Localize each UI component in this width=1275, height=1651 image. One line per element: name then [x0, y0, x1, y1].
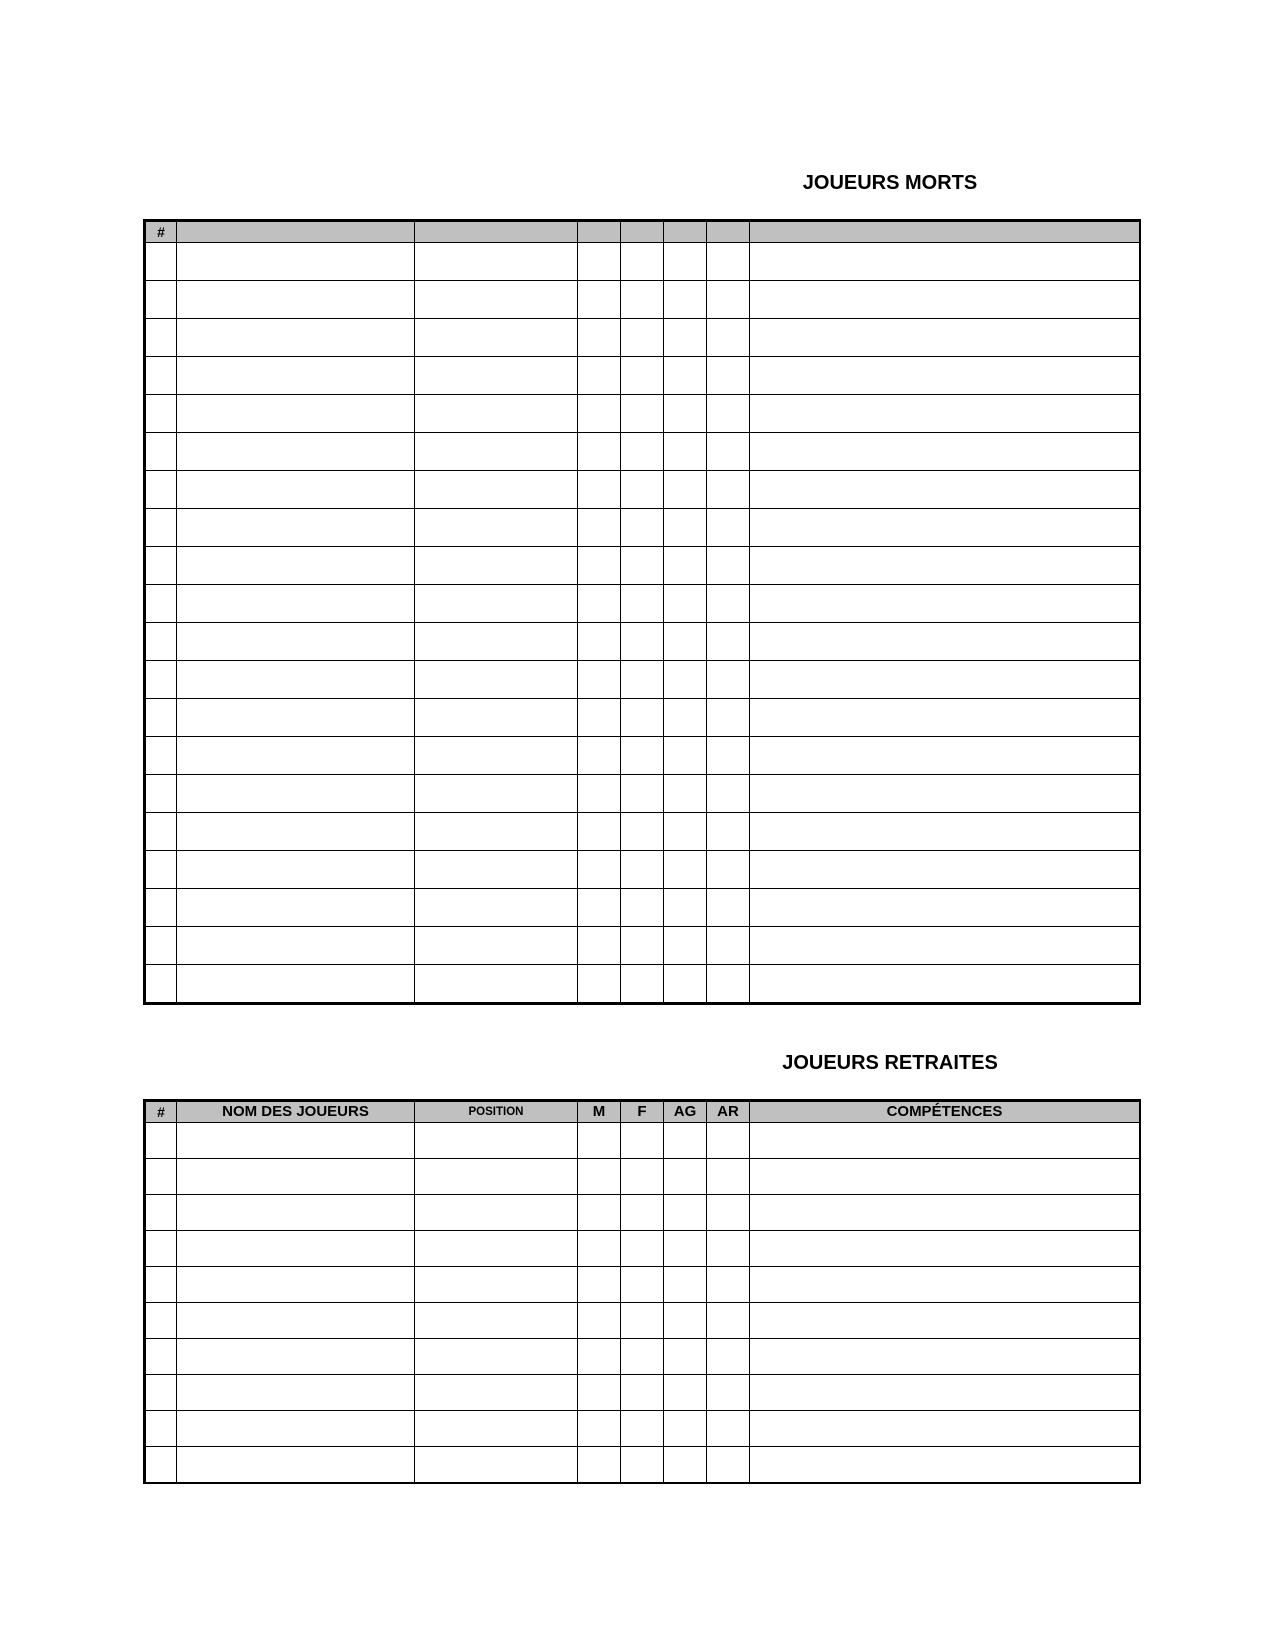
cell-skills[interactable] [750, 585, 1141, 623]
cell-m[interactable] [578, 547, 621, 585]
cell-skills[interactable] [750, 281, 1141, 319]
table-row [145, 1339, 1141, 1375]
cell-position[interactable] [415, 1447, 578, 1484]
header-position: POSITION [415, 1101, 578, 1123]
cell-skills[interactable] [750, 813, 1141, 851]
cell-m[interactable] [578, 737, 621, 775]
header-number: # [145, 221, 177, 243]
table-row [145, 737, 1141, 775]
table-row [145, 243, 1141, 281]
cell-number[interactable] [145, 851, 177, 889]
table-row [145, 357, 1141, 395]
cell-f[interactable] [621, 927, 664, 965]
cell-player-name[interactable] [177, 737, 415, 775]
cell-position[interactable] [415, 1267, 578, 1303]
cell-skills[interactable] [750, 1231, 1141, 1267]
cell-skills[interactable] [750, 433, 1141, 471]
cell-position[interactable] [415, 1195, 578, 1231]
cell-m[interactable] [578, 889, 621, 927]
cell-m[interactable] [578, 1303, 621, 1339]
cell-player-name[interactable] [177, 1195, 415, 1231]
header-number: # [145, 1101, 177, 1123]
table-row [145, 1195, 1141, 1231]
cell-m[interactable] [578, 357, 621, 395]
cell-number[interactable] [145, 471, 177, 509]
cell-ar[interactable] [707, 889, 750, 927]
cell-skills[interactable] [750, 1339, 1141, 1375]
table-row [145, 281, 1141, 319]
header-ar [707, 221, 750, 243]
cell-f[interactable] [621, 319, 664, 357]
cell-m[interactable] [578, 585, 621, 623]
cell-ar[interactable] [707, 357, 750, 395]
cell-f[interactable] [621, 1447, 664, 1484]
cell-number[interactable] [145, 623, 177, 661]
cell-f[interactable] [621, 623, 664, 661]
cell-f[interactable] [621, 471, 664, 509]
cell-ag[interactable] [664, 395, 707, 433]
cell-position[interactable] [415, 1339, 578, 1375]
table-row [145, 661, 1141, 699]
header-position [415, 221, 578, 243]
cell-m[interactable] [578, 623, 621, 661]
cell-m[interactable] [578, 1339, 621, 1375]
cell-position[interactable] [415, 661, 578, 699]
cell-position[interactable] [415, 1123, 578, 1159]
cell-skills[interactable] [750, 395, 1141, 433]
retired-players-title: JOUEURS RETRAITES [782, 1052, 998, 1074]
cell-f[interactable] [621, 243, 664, 281]
cell-m[interactable] [578, 1411, 621, 1447]
header-skills: COMPÉTENCES [750, 1101, 1141, 1123]
cell-ar[interactable] [707, 661, 750, 699]
cell-ag[interactable] [664, 1231, 707, 1267]
cell-skills[interactable] [750, 927, 1141, 965]
cell-position[interactable] [415, 927, 578, 965]
cell-m[interactable] [578, 1447, 621, 1484]
cell-m[interactable] [578, 775, 621, 813]
cell-skills[interactable] [750, 1123, 1141, 1159]
header-m [578, 221, 621, 243]
table-row [145, 1447, 1141, 1484]
cell-player-name[interactable] [177, 1375, 415, 1411]
cell-m[interactable] [578, 433, 621, 471]
header-row [145, 1101, 1141, 1123]
table-row [145, 889, 1141, 927]
cell-number[interactable] [145, 509, 177, 547]
cell-ar[interactable] [707, 1339, 750, 1375]
cell-ar[interactable] [707, 623, 750, 661]
header-f: F [621, 1101, 664, 1123]
cell-ar[interactable] [707, 1303, 750, 1339]
cell-f[interactable] [621, 775, 664, 813]
cell-number[interactable] [145, 1303, 177, 1339]
cell-f[interactable] [621, 281, 664, 319]
cell-ag[interactable] [664, 813, 707, 851]
cell-ar[interactable] [707, 965, 750, 1004]
table-row [145, 1123, 1141, 1159]
cell-f[interactable] [621, 699, 664, 737]
cell-player-name[interactable] [177, 243, 415, 281]
cell-skills[interactable] [750, 243, 1141, 281]
cell-ar[interactable] [707, 547, 750, 585]
header-ar: AR [707, 1101, 750, 1123]
table-row [145, 1267, 1141, 1303]
cell-skills[interactable] [750, 699, 1141, 737]
cell-skills[interactable] [750, 509, 1141, 547]
cell-position[interactable] [415, 737, 578, 775]
cell-ar[interactable] [707, 1447, 750, 1484]
cell-m[interactable] [578, 1159, 621, 1195]
cell-position[interactable] [415, 1303, 578, 1339]
cell-f[interactable] [621, 1339, 664, 1375]
dead-players-title: JOUEURS MORTS [802, 172, 978, 194]
cell-m[interactable] [578, 965, 621, 1004]
cell-skills[interactable] [750, 965, 1141, 1004]
cell-player-name[interactable] [177, 775, 415, 813]
cell-ag[interactable] [664, 471, 707, 509]
cell-ag[interactable] [664, 1195, 707, 1231]
cell-skills[interactable] [750, 1195, 1141, 1231]
cell-number[interactable] [145, 1339, 177, 1375]
cell-m[interactable] [578, 851, 621, 889]
cell-position[interactable] [415, 471, 578, 509]
cell-ar[interactable] [707, 1375, 750, 1411]
header-skills [750, 221, 1141, 243]
cell-player-name[interactable] [177, 1447, 415, 1484]
cell-position[interactable] [415, 1159, 578, 1195]
header-player-name: NOM DES JOUEURS [177, 1101, 415, 1123]
cell-skills[interactable] [750, 1375, 1141, 1411]
cell-ag[interactable] [664, 965, 707, 1004]
cell-ar[interactable] [707, 319, 750, 357]
cell-skills[interactable] [750, 623, 1141, 661]
cell-f[interactable] [621, 813, 664, 851]
cell-m[interactable] [578, 319, 621, 357]
cell-ar[interactable] [707, 1267, 750, 1303]
cell-player-name[interactable] [177, 1411, 415, 1447]
table-row [145, 927, 1141, 965]
cell-ar[interactable] [707, 737, 750, 775]
cell-ar[interactable] [707, 1411, 750, 1447]
cell-m[interactable] [578, 699, 621, 737]
cell-ag[interactable] [664, 851, 707, 889]
cell-f[interactable] [621, 395, 664, 433]
cell-player-name[interactable] [177, 1231, 415, 1267]
cell-ar[interactable] [707, 813, 750, 851]
cell-number[interactable] [145, 1195, 177, 1231]
table-row [145, 509, 1141, 547]
cell-position[interactable] [415, 357, 578, 395]
cell-skills[interactable] [750, 1159, 1141, 1195]
cell-position[interactable] [415, 889, 578, 927]
table-row [145, 1159, 1141, 1195]
cell-m[interactable] [578, 813, 621, 851]
cell-position[interactable] [415, 243, 578, 281]
cell-skills[interactable] [750, 1411, 1141, 1447]
cell-position[interactable] [415, 395, 578, 433]
header-ag: AG [664, 1101, 707, 1123]
cell-ag[interactable] [664, 661, 707, 699]
cell-m[interactable] [578, 471, 621, 509]
cell-number[interactable] [145, 1447, 177, 1484]
cell-player-name[interactable] [177, 1123, 415, 1159]
cell-player-name[interactable] [177, 1303, 415, 1339]
cell-position[interactable] [415, 509, 578, 547]
cell-ag[interactable] [664, 357, 707, 395]
cell-number[interactable] [145, 357, 177, 395]
cell-ag[interactable] [664, 699, 707, 737]
cell-ar[interactable] [707, 1123, 750, 1159]
cell-ar[interactable] [707, 585, 750, 623]
cell-number[interactable] [145, 1375, 177, 1411]
table-row [145, 813, 1141, 851]
cell-ag[interactable] [664, 509, 707, 547]
cell-number[interactable] [145, 927, 177, 965]
cell-skills[interactable] [750, 851, 1141, 889]
cell-skills[interactable] [750, 357, 1141, 395]
cell-ar[interactable] [707, 509, 750, 547]
cell-skills[interactable] [750, 661, 1141, 699]
cell-f[interactable] [621, 433, 664, 471]
cell-number[interactable] [145, 1123, 177, 1159]
header-f [621, 221, 664, 243]
cell-player-name[interactable] [177, 509, 415, 547]
cell-m[interactable] [578, 395, 621, 433]
cell-skills[interactable] [750, 1267, 1141, 1303]
cell-f[interactable] [621, 851, 664, 889]
cell-player-name[interactable] [177, 813, 415, 851]
cell-ar[interactable] [707, 1231, 750, 1267]
table-row [145, 433, 1141, 471]
cell-player-name[interactable] [177, 661, 415, 699]
cell-position[interactable] [415, 851, 578, 889]
cell-position[interactable] [415, 1411, 578, 1447]
cell-ar[interactable] [707, 281, 750, 319]
cell-m[interactable] [578, 243, 621, 281]
cell-number[interactable] [145, 281, 177, 319]
cell-number[interactable] [145, 737, 177, 775]
cell-position[interactable] [415, 965, 578, 1004]
cell-ag[interactable] [664, 927, 707, 965]
cell-f[interactable] [621, 585, 664, 623]
dead-players-table [143, 219, 1141, 1005]
cell-f[interactable] [621, 509, 664, 547]
cell-number[interactable] [145, 775, 177, 813]
cell-player-name[interactable] [177, 471, 415, 509]
cell-ag[interactable] [664, 1123, 707, 1159]
cell-position[interactable] [415, 433, 578, 471]
cell-ar[interactable] [707, 433, 750, 471]
cell-skills[interactable] [750, 889, 1141, 927]
cell-position[interactable] [415, 1231, 578, 1267]
table-row [145, 851, 1141, 889]
cell-number[interactable] [145, 1159, 177, 1195]
cell-m[interactable] [578, 1375, 621, 1411]
table-row [145, 1303, 1141, 1339]
cell-m[interactable] [578, 1231, 621, 1267]
table-row [145, 547, 1141, 585]
cell-number[interactable] [145, 1231, 177, 1267]
cell-ag[interactable] [664, 1159, 707, 1195]
cell-ag[interactable] [664, 1375, 707, 1411]
cell-f[interactable] [621, 1195, 664, 1231]
cell-m[interactable] [578, 661, 621, 699]
cell-number[interactable] [145, 395, 177, 433]
cell-ag[interactable] [664, 1339, 707, 1375]
cell-m[interactable] [578, 927, 621, 965]
cell-ar[interactable] [707, 1195, 750, 1231]
table-row [145, 319, 1141, 357]
table-row [145, 965, 1141, 1004]
table-row [145, 1231, 1141, 1267]
cell-position[interactable] [415, 281, 578, 319]
cell-skills[interactable] [750, 471, 1141, 509]
cell-player-name[interactable] [177, 965, 415, 1004]
cell-number[interactable] [145, 889, 177, 927]
cell-ar[interactable] [707, 775, 750, 813]
header-m: M [578, 1101, 621, 1123]
cell-number[interactable] [145, 547, 177, 585]
cell-f[interactable] [621, 889, 664, 927]
cell-f[interactable] [621, 1375, 664, 1411]
cell-f[interactable] [621, 737, 664, 775]
cell-position[interactable] [415, 319, 578, 357]
cell-position[interactable] [415, 813, 578, 851]
cell-player-name[interactable] [177, 1159, 415, 1195]
retired-players-table [143, 1099, 1141, 1484]
cell-position[interactable] [415, 775, 578, 813]
table-row [145, 623, 1141, 661]
cell-m[interactable] [578, 1123, 621, 1159]
cell-position[interactable] [415, 1375, 578, 1411]
cell-ag[interactable] [664, 1411, 707, 1447]
cell-skills[interactable] [750, 737, 1141, 775]
cell-player-name[interactable] [177, 1339, 415, 1375]
cell-ag[interactable] [664, 1447, 707, 1484]
cell-number[interactable] [145, 585, 177, 623]
cell-f[interactable] [621, 1123, 664, 1159]
table-row [145, 585, 1141, 623]
cell-ar[interactable] [707, 395, 750, 433]
cell-number[interactable] [145, 433, 177, 471]
cell-ar[interactable] [707, 243, 750, 281]
cell-number[interactable] [145, 699, 177, 737]
header-row [145, 221, 1141, 243]
cell-ag[interactable] [664, 243, 707, 281]
cell-ag[interactable] [664, 775, 707, 813]
cell-m[interactable] [578, 1267, 621, 1303]
cell-position[interactable] [415, 623, 578, 661]
cell-f[interactable] [621, 965, 664, 1004]
cell-player-name[interactable] [177, 281, 415, 319]
cell-skills[interactable] [750, 547, 1141, 585]
cell-m[interactable] [578, 281, 621, 319]
cell-player-name[interactable] [177, 699, 415, 737]
cell-player-name[interactable] [177, 395, 415, 433]
cell-player-name[interactable] [177, 851, 415, 889]
cell-player-name[interactable] [177, 357, 415, 395]
cell-player-name[interactable] [177, 889, 415, 927]
table-row [145, 775, 1141, 813]
cell-ag[interactable] [664, 433, 707, 471]
cell-f[interactable] [621, 357, 664, 395]
cell-player-name[interactable] [177, 585, 415, 623]
cell-ag[interactable] [664, 1303, 707, 1339]
cell-player-name[interactable] [177, 433, 415, 471]
cell-f[interactable] [621, 547, 664, 585]
cell-m[interactable] [578, 509, 621, 547]
header-player-name [177, 221, 415, 243]
cell-number[interactable] [145, 319, 177, 357]
cell-ag[interactable] [664, 281, 707, 319]
cell-number[interactable] [145, 243, 177, 281]
cell-number[interactable] [145, 1267, 177, 1303]
cell-f[interactable] [621, 1231, 664, 1267]
table-row [145, 395, 1141, 433]
cell-position[interactable] [415, 585, 578, 623]
cell-ag[interactable] [664, 737, 707, 775]
table-row [145, 471, 1141, 509]
cell-ag[interactable] [664, 1267, 707, 1303]
cell-ag[interactable] [664, 547, 707, 585]
cell-skills[interactable] [750, 319, 1141, 357]
cell-number[interactable] [145, 813, 177, 851]
cell-player-name[interactable] [177, 927, 415, 965]
cell-f[interactable] [621, 1267, 664, 1303]
table-row [145, 1411, 1141, 1447]
cell-m[interactable] [578, 1195, 621, 1231]
cell-ar[interactable] [707, 1159, 750, 1195]
cell-ag[interactable] [664, 585, 707, 623]
cell-ag[interactable] [664, 889, 707, 927]
header-ag [664, 221, 707, 243]
cell-ar[interactable] [707, 851, 750, 889]
cell-player-name[interactable] [177, 1267, 415, 1303]
table-row [145, 699, 1141, 737]
cell-f[interactable] [621, 1411, 664, 1447]
cell-number[interactable] [145, 1411, 177, 1447]
cell-player-name[interactable] [177, 623, 415, 661]
cell-f[interactable] [621, 1159, 664, 1195]
cell-ar[interactable] [707, 699, 750, 737]
cell-skills[interactable] [750, 1303, 1141, 1339]
cell-ag[interactable] [664, 623, 707, 661]
cell-ag[interactable] [664, 319, 707, 357]
cell-skills[interactable] [750, 775, 1141, 813]
cell-position[interactable] [415, 547, 578, 585]
cell-f[interactable] [621, 1303, 664, 1339]
cell-position[interactable] [415, 699, 578, 737]
cell-ar[interactable] [707, 927, 750, 965]
cell-number[interactable] [145, 965, 177, 1004]
cell-player-name[interactable] [177, 319, 415, 357]
cell-number[interactable] [145, 661, 177, 699]
cell-ar[interactable] [707, 471, 750, 509]
cell-skills[interactable] [750, 1447, 1141, 1484]
cell-f[interactable] [621, 661, 664, 699]
cell-player-name[interactable] [177, 547, 415, 585]
table-row [145, 1375, 1141, 1411]
